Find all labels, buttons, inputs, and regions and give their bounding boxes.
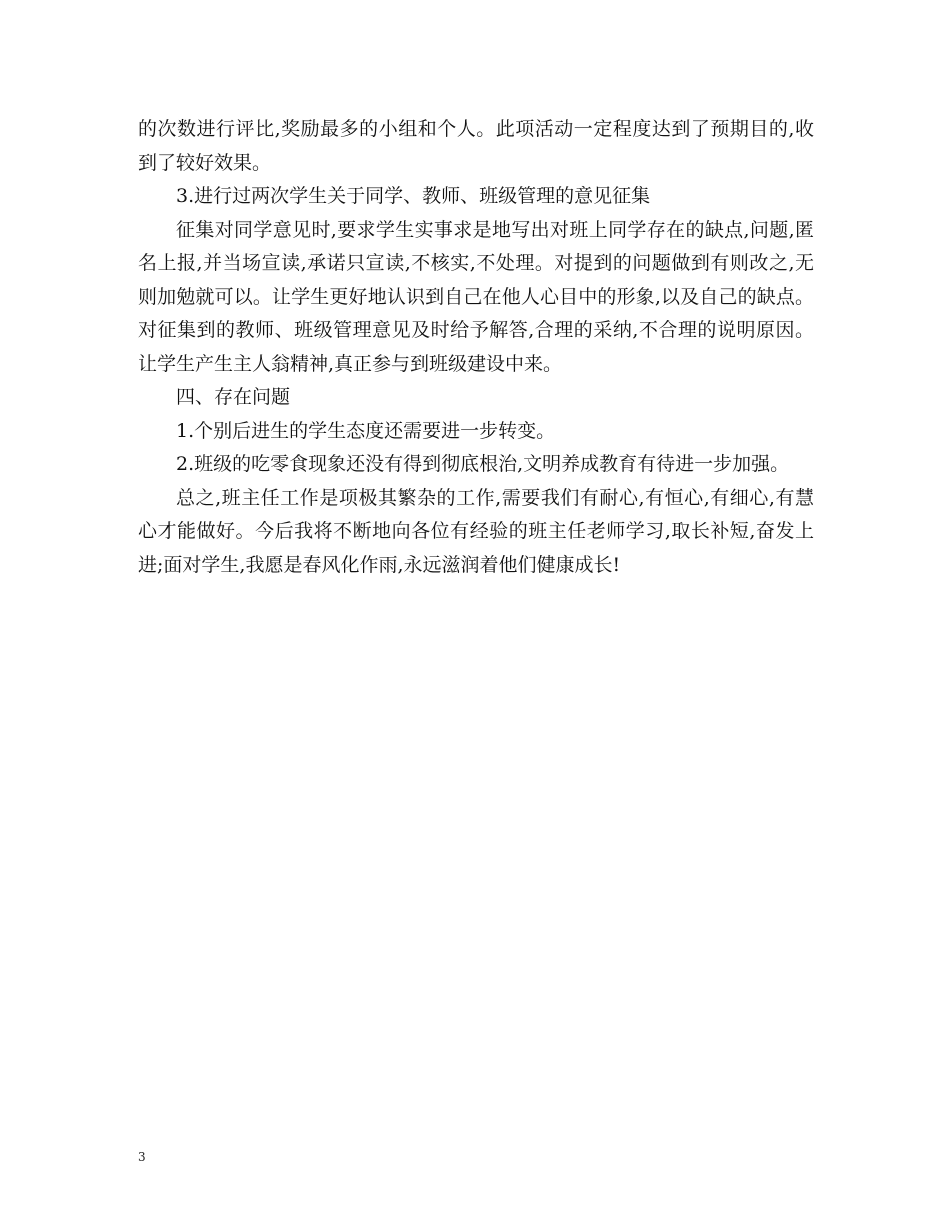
paragraph-item-3-heading: 3.进行过两次学生关于同学、教师、班级管理的意见征集 (176, 185, 651, 207)
paragraph-problem-1: 1.个别后进生的学生态度还需要进一步转变。 (176, 419, 556, 442)
document-body (138, 113, 814, 582)
page-number: 3 (138, 1150, 146, 1164)
paragraph-continuation: 的次数进行评比,奖励最多的小组和个人。此项活动一定程度达到了预期目的,收到了较好效果。 (138, 118, 814, 174)
paragraph-opinion-collection: 征集对同学意见时,要求学生实事求是地写出对班上同学存在的缺点,问题,匿名上报,并当场宣读,承诺只宣读,不核实,不处理。对提到的问题做到有则改之,无则加勉就可以。让学生更好地认识到自己在他人心目中的形象,以及自己的缺点。对征集到的教师、班级管理意见及时给予解答,合理的采纳,不合理的说明原因。让学生产生主人翁精神,真正参与到班级建设中来。 (138, 218, 814, 375)
paragraph-problem-2: 2.班级的吃零食现象还没有得到彻底根治,文明养成教育有待进一步加强。 (176, 453, 790, 475)
paragraph-conclusion: 总之,班主任工作是项极其繁杂的工作,需要我们有耐心,有恒心,有细心,有慧心才能做好。今后我将不断地向各位有经验的班主任老师学习,取长补短,奋发上进;面对学生,我愿是春风化作雨,永远滋润着他们健康成长! (138, 486, 814, 576)
section-heading-problems: 四、存在问题 (176, 386, 291, 408)
